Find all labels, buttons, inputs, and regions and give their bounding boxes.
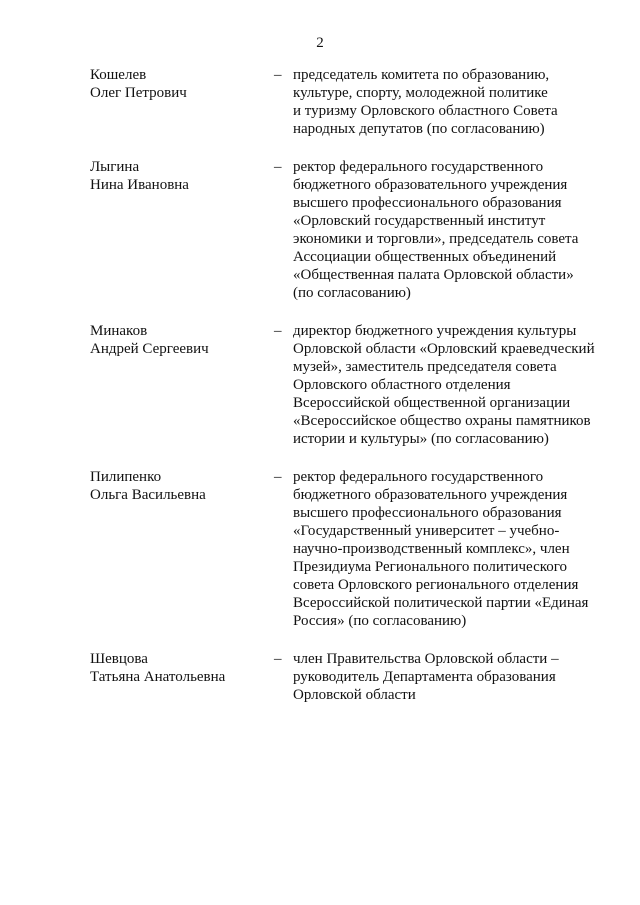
- member-given-names: Олег Петрович: [90, 85, 187, 101]
- member-surname: Лыгина: [90, 159, 140, 175]
- position-line: «Орловский государственный институт: [293, 213, 546, 229]
- position-line: бюджетного образовательного учреждения: [293, 177, 568, 193]
- member-entry: [0, 66, 640, 138]
- member-position: [293, 66, 623, 138]
- member-surname: Шевцова: [90, 651, 148, 667]
- member-name: [90, 322, 270, 358]
- position-line: ректор федерального государственного: [293, 469, 544, 485]
- position-line: Орловского областного отделения: [293, 377, 511, 393]
- member-given-names: Татьяна Анатольевна: [90, 669, 226, 685]
- member-name: [90, 650, 270, 686]
- position-line: культуре, спорту, молодежной политике: [293, 85, 548, 101]
- member-entry: [0, 322, 640, 448]
- member-position: [293, 322, 623, 448]
- member-name: [90, 66, 270, 102]
- position-line: бюджетного образовательного учреждения: [293, 487, 568, 503]
- dash-separator: –: [274, 159, 282, 175]
- member-name: [90, 158, 270, 194]
- position-line: экономики и торговли», председатель совета: [293, 231, 579, 247]
- member-given-names: Ольга Васильевна: [90, 487, 206, 503]
- position-line: ректор федерального государственного: [293, 159, 544, 175]
- position-line: «Общественная палата Орловской области»: [293, 267, 574, 283]
- position-line: научно-производственный комплекс», член: [293, 541, 570, 557]
- member-position: [293, 158, 623, 302]
- position-line: председатель комитета по образованию,: [293, 67, 550, 83]
- member-surname: Минаков: [90, 323, 148, 339]
- member-list: [0, 66, 640, 724]
- dash-separator: –: [274, 469, 282, 485]
- position-line: Орловской области «Орловский краеведческий: [293, 341, 595, 357]
- position-line: Всероссийской политической партии «Единая: [293, 595, 589, 611]
- member-entry: [0, 468, 640, 630]
- position-line: Всероссийской общественной организации: [293, 395, 571, 411]
- page-number: 2: [316, 35, 324, 51]
- member-position: [293, 468, 623, 630]
- position-line: руководитель Департамента образования: [293, 669, 556, 685]
- dash-separator: –: [274, 323, 282, 339]
- position-line: народных депутатов (по согласованию): [293, 121, 545, 137]
- member-entry: [0, 650, 640, 704]
- member-position: [293, 650, 623, 704]
- position-line: высшего профессионального образования: [293, 195, 562, 211]
- position-line: «Государственный университет – учебно-: [293, 523, 560, 539]
- position-line: Ассоциации общественных объединений: [293, 249, 557, 265]
- position-line: член Правительства Орловской области –: [293, 651, 559, 667]
- position-line: и туризму Орловского областного Совета: [293, 103, 558, 119]
- position-line: истории и культуры» (по согласованию): [293, 431, 549, 447]
- member-surname: Пилипенко: [90, 469, 162, 485]
- position-line: Президиума Регионального политического: [293, 559, 568, 575]
- position-line: «Всероссийское общество охраны памятников: [293, 413, 591, 429]
- member-name: [90, 468, 270, 504]
- member-entry: [0, 158, 640, 302]
- position-line: музей», заместитель председателя совета: [293, 359, 557, 375]
- position-line: Россия» (по согласованию): [293, 613, 467, 629]
- position-line: директор бюджетного учреждения культуры: [293, 323, 577, 339]
- member-given-names: Андрей Сергеевич: [90, 341, 209, 357]
- dash-separator: –: [274, 67, 282, 83]
- position-line: высшего профессионального образования: [293, 505, 562, 521]
- position-line: Орловской области: [293, 687, 416, 703]
- member-given-names: Нина Ивановна: [90, 177, 189, 193]
- member-surname: Кошелев: [90, 67, 147, 83]
- position-line: (по согласованию): [293, 285, 411, 301]
- dash-separator: –: [274, 651, 282, 667]
- position-line: совета Орловского регионального отделения: [293, 577, 579, 593]
